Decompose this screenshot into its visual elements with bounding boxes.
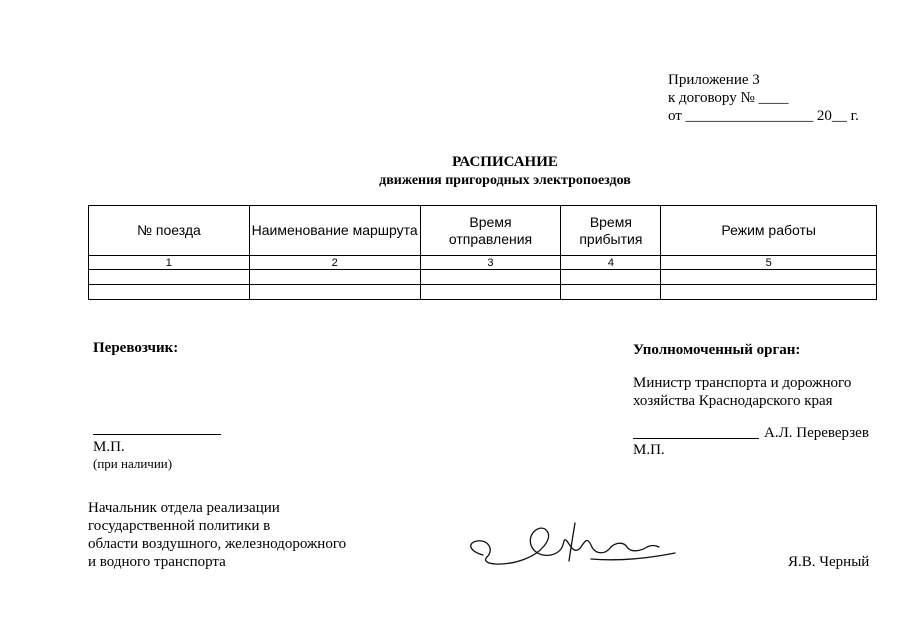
footer-name: Я.В. Черный bbox=[788, 554, 870, 570]
footer-line1: Начальник отдела реализации bbox=[88, 500, 280, 516]
header-departure-time: Время отправления bbox=[420, 206, 561, 256]
table-cell bbox=[561, 285, 661, 300]
footer-position bbox=[88, 499, 346, 571]
header-route-name: Наименование маршрута bbox=[249, 206, 420, 256]
authority-signatory: А.Л. Переверзев bbox=[764, 425, 869, 441]
authority-position bbox=[633, 374, 851, 410]
column-number: 5 bbox=[661, 256, 877, 270]
authority-label: Уполномоченный орган: bbox=[633, 342, 801, 358]
column-number: 3 bbox=[420, 256, 561, 270]
table-cell bbox=[661, 285, 877, 300]
column-number-row bbox=[89, 256, 877, 270]
table-cell bbox=[420, 270, 561, 285]
table-cell bbox=[561, 270, 661, 285]
table-row bbox=[89, 285, 877, 300]
appendix-block bbox=[668, 71, 859, 125]
appendix-contract: к договору № ____ bbox=[668, 90, 789, 106]
table-cell bbox=[89, 285, 250, 300]
title-main: РАСПИСАНИЕ bbox=[452, 154, 558, 170]
authority-position-line2: хозяйства Краснодарского края bbox=[633, 393, 833, 409]
handwritten-signature bbox=[465, 515, 695, 575]
column-number: 1 bbox=[89, 256, 250, 270]
header-operating-mode: Режим работы bbox=[661, 206, 877, 256]
carrier-stamp: М.П. bbox=[93, 439, 125, 455]
appendix-date: от _________________ 20__ г. bbox=[668, 108, 859, 124]
carrier-label: Перевозчик: bbox=[93, 340, 179, 356]
authority-signature-line bbox=[633, 438, 759, 439]
document-title bbox=[0, 154, 905, 171]
table-cell bbox=[249, 285, 420, 300]
table-cell bbox=[661, 270, 877, 285]
table-cell bbox=[249, 270, 420, 285]
authority-position-line1: Министр транспорта и дорожного bbox=[633, 375, 852, 391]
appendix-number: Приложение 3 bbox=[668, 72, 760, 88]
column-number: 4 bbox=[561, 256, 661, 270]
footer-line3: области воздушного, железнодорожного bbox=[88, 536, 347, 552]
header-arrival-time: Время прибытия bbox=[561, 206, 661, 256]
authority-stamp: М.П. bbox=[633, 442, 665, 458]
schedule-table bbox=[88, 205, 877, 300]
title-sub: движения пригородных электропоездов bbox=[379, 173, 631, 188]
table-header-row bbox=[89, 206, 877, 256]
carrier-signature-line bbox=[93, 434, 221, 435]
column-number: 2 bbox=[249, 256, 420, 270]
footer-line2: государственной политики в bbox=[88, 518, 271, 534]
footer-line4: и водного транспорта bbox=[88, 554, 226, 570]
document-subtitle-wrap bbox=[0, 172, 905, 189]
table-row bbox=[89, 270, 877, 285]
table-cell bbox=[89, 270, 250, 285]
header-train-number: № поезда bbox=[89, 206, 250, 256]
carrier-stamp-note: (при наличии) bbox=[93, 456, 173, 471]
table-cell bbox=[420, 285, 561, 300]
